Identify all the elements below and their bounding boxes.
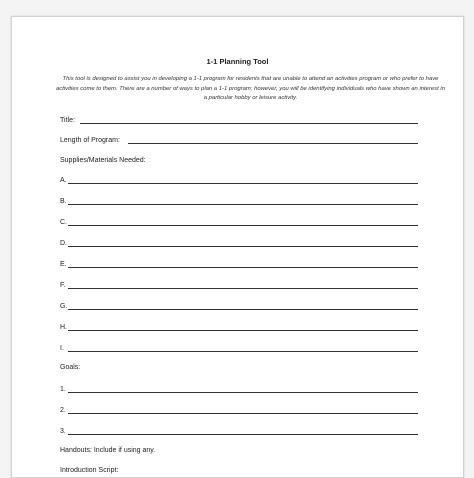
supply-row-i [60,343,418,353]
supply-row-f [60,280,418,290]
handouts-row [60,445,418,455]
length-input-line[interactable] [128,143,418,144]
supply-input-line[interactable] [68,288,418,289]
supply-input-line[interactable] [68,183,418,184]
goal-number: 2. [60,407,66,414]
supply-letter: H. [60,324,67,331]
script-row [60,465,418,475]
script-label: Introduction Script: [60,467,119,474]
goal-row-1 [60,384,418,394]
goal-input-line[interactable] [68,392,418,393]
intro-paragraph: This tool is designed to assist you in developing a 1-1 program for residents that are unable to attend an activities program or who prefer to have activities come to them. There are a number of ways to plan a 1-1 program; however, you will be identifying individuals who have shown an interest in a particular hobby or leisure activity. [56,76,445,102]
supply-letter: E. [60,261,67,268]
document-page [11,16,464,478]
supply-row-d [60,238,418,248]
supply-letter: A. [60,177,67,184]
supply-letter: F. [60,282,66,289]
supply-row-b [60,196,418,206]
supply-input-line[interactable] [68,351,418,352]
supply-letter: I. [60,345,64,352]
goal-number: 1. [60,386,66,393]
supply-input-line[interactable] [68,267,418,268]
supply-input-line[interactable] [68,204,418,205]
goals-label: Goals: [60,364,81,371]
supply-letter: D. [60,240,67,247]
supplies-heading [60,155,418,165]
supplies-label: Supplies/Materials Needed: [60,157,146,164]
supply-row-h [60,322,418,332]
length-label: Length of Program: [60,137,120,144]
supply-letter: C. [60,219,67,226]
length-field [60,135,418,145]
title-field [60,115,418,125]
title-input-line[interactable] [80,123,418,124]
supply-letter: G. [60,303,68,310]
document-title: 1-1 Planning Tool [206,57,269,66]
supply-letter: B. [60,198,67,205]
goal-input-line[interactable] [68,413,418,414]
supply-row-a [60,175,418,185]
supply-input-line[interactable] [68,225,418,226]
handouts-label: Handouts: Include if using any. [60,447,156,454]
supply-row-g [60,301,418,311]
supply-input-line[interactable] [68,246,418,247]
goal-row-2 [60,405,418,415]
supply-input-line[interactable] [68,330,418,331]
supply-row-c [60,217,418,227]
goal-number: 3. [60,428,66,435]
goal-row-3 [60,426,418,436]
supply-row-e [60,259,418,269]
goals-heading [60,362,418,372]
goal-input-line[interactable] [68,434,418,435]
title-label: Title: [60,117,75,124]
supply-input-line[interactable] [68,309,418,310]
